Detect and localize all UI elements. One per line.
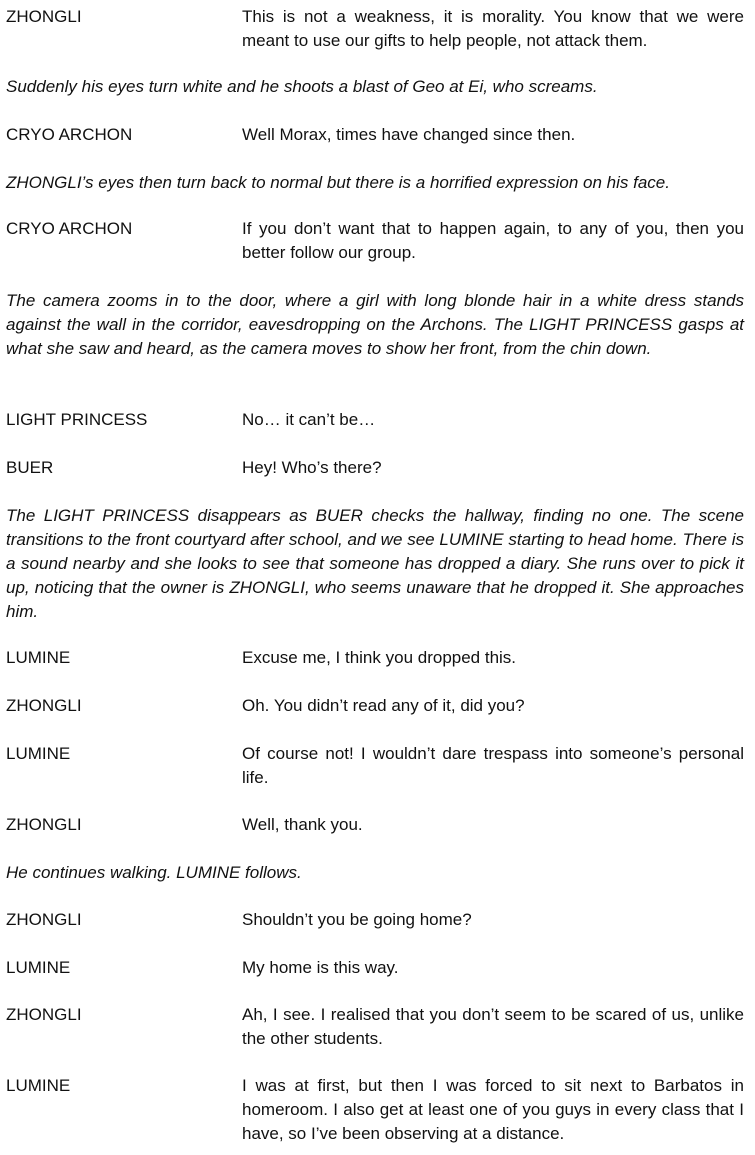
dialogue-block [6, 646, 744, 670]
action-line: The camera zooms in to the door, where a girl with long blonde hair in a white dress stands against the wall in the corridor, eavesdropping on the Archons. The LIGHT PRINCESS gasps at what she saw and heard, as the camera moves to show her front, from the chin down. [6, 291, 744, 358]
dialogue-line: Shouldn’t you be going home? [242, 910, 472, 929]
dialogue-block [6, 1003, 744, 1051]
character-name: CRYO ARCHON [6, 219, 133, 238]
dialogue-line: Well, thank you. [242, 815, 363, 834]
dialogue-block [6, 217, 744, 265]
dialogue-line: Well Morax, times have changed since then. [242, 125, 576, 144]
dialogue-block [6, 908, 744, 932]
action-line: ZHONGLI’s eyes then turn back to normal but there is a horrified expression on his face. [6, 173, 670, 192]
dialogue-block [6, 123, 744, 147]
action-line: The LIGHT PRINCESS disappears as BUER checks the hallway, finding no one. The scene transitions to the front courtyard after school, and we see LUMINE starting to head home. There is a sound nearby and she looks to see that someone has dropped a diary. She runs over to pick it up, noticing that the owner is ZHONGLI, who seems unaware that he dropped it. She approaches him. [6, 506, 744, 621]
dialogue-block [6, 456, 744, 480]
character-name: ZHONGLI [6, 910, 82, 929]
character-name: ZHONGLI [6, 696, 82, 715]
action-line: He continues walking. LUMINE follows. [6, 863, 302, 882]
dialogue-block [6, 5, 744, 53]
dialogue-line: Excuse me, I think you dropped this. [242, 648, 517, 667]
dialogue-line: Hey! Who’s there? [242, 458, 382, 477]
dialogue-line: My home is this way. [242, 958, 399, 977]
character-name: LUMINE [6, 1076, 71, 1095]
action-line: Suddenly his eyes turn white and he shoots a blast of Geo at Ei, who screams. [6, 77, 598, 96]
dialogue-line: Of course not! I wouldn’t dare trespass into someone’s personal life. [242, 744, 744, 787]
dialogue-line: Ah, I see. I realised that you don’t seem to be scared of us, unlike the other students. [242, 1005, 744, 1048]
dialogue-line: This is not a weakness, it is morality. You know that we were meant to use our gifts to help people, not attack them. [242, 7, 744, 50]
dialogue-block [6, 694, 744, 718]
dialogue-block [6, 813, 744, 837]
dialogue-block [6, 742, 744, 790]
character-name: LUMINE [6, 958, 71, 977]
character-name: ZHONGLI [6, 7, 82, 26]
character-name: ZHONGLI [6, 815, 82, 834]
character-name: CRYO ARCHON [6, 125, 133, 144]
character-name: LUMINE [6, 744, 71, 763]
dialogue-block [6, 408, 744, 432]
character-name: BUER [6, 458, 54, 477]
dialogue-line: No… it can’t be… [242, 410, 376, 429]
dialogue-line: If you don’t want that to happen again, to any of you, then you better follow our group. [242, 219, 744, 262]
character-name: ZHONGLI [6, 1005, 82, 1024]
dialogue-line: Oh. You didn’t read any of it, did you? [242, 696, 525, 715]
dialogue-block [6, 1074, 744, 1146]
dialogue-line: I was at first, but then I was forced to sit next to Barbatos in homeroom. I also get at least one of you guys in every class that I have, so I’ve been observing at a distance. [242, 1076, 744, 1143]
dialogue-block [6, 956, 744, 980]
character-name: LIGHT PRINCESS [6, 410, 148, 429]
character-name: LUMINE [6, 648, 71, 667]
